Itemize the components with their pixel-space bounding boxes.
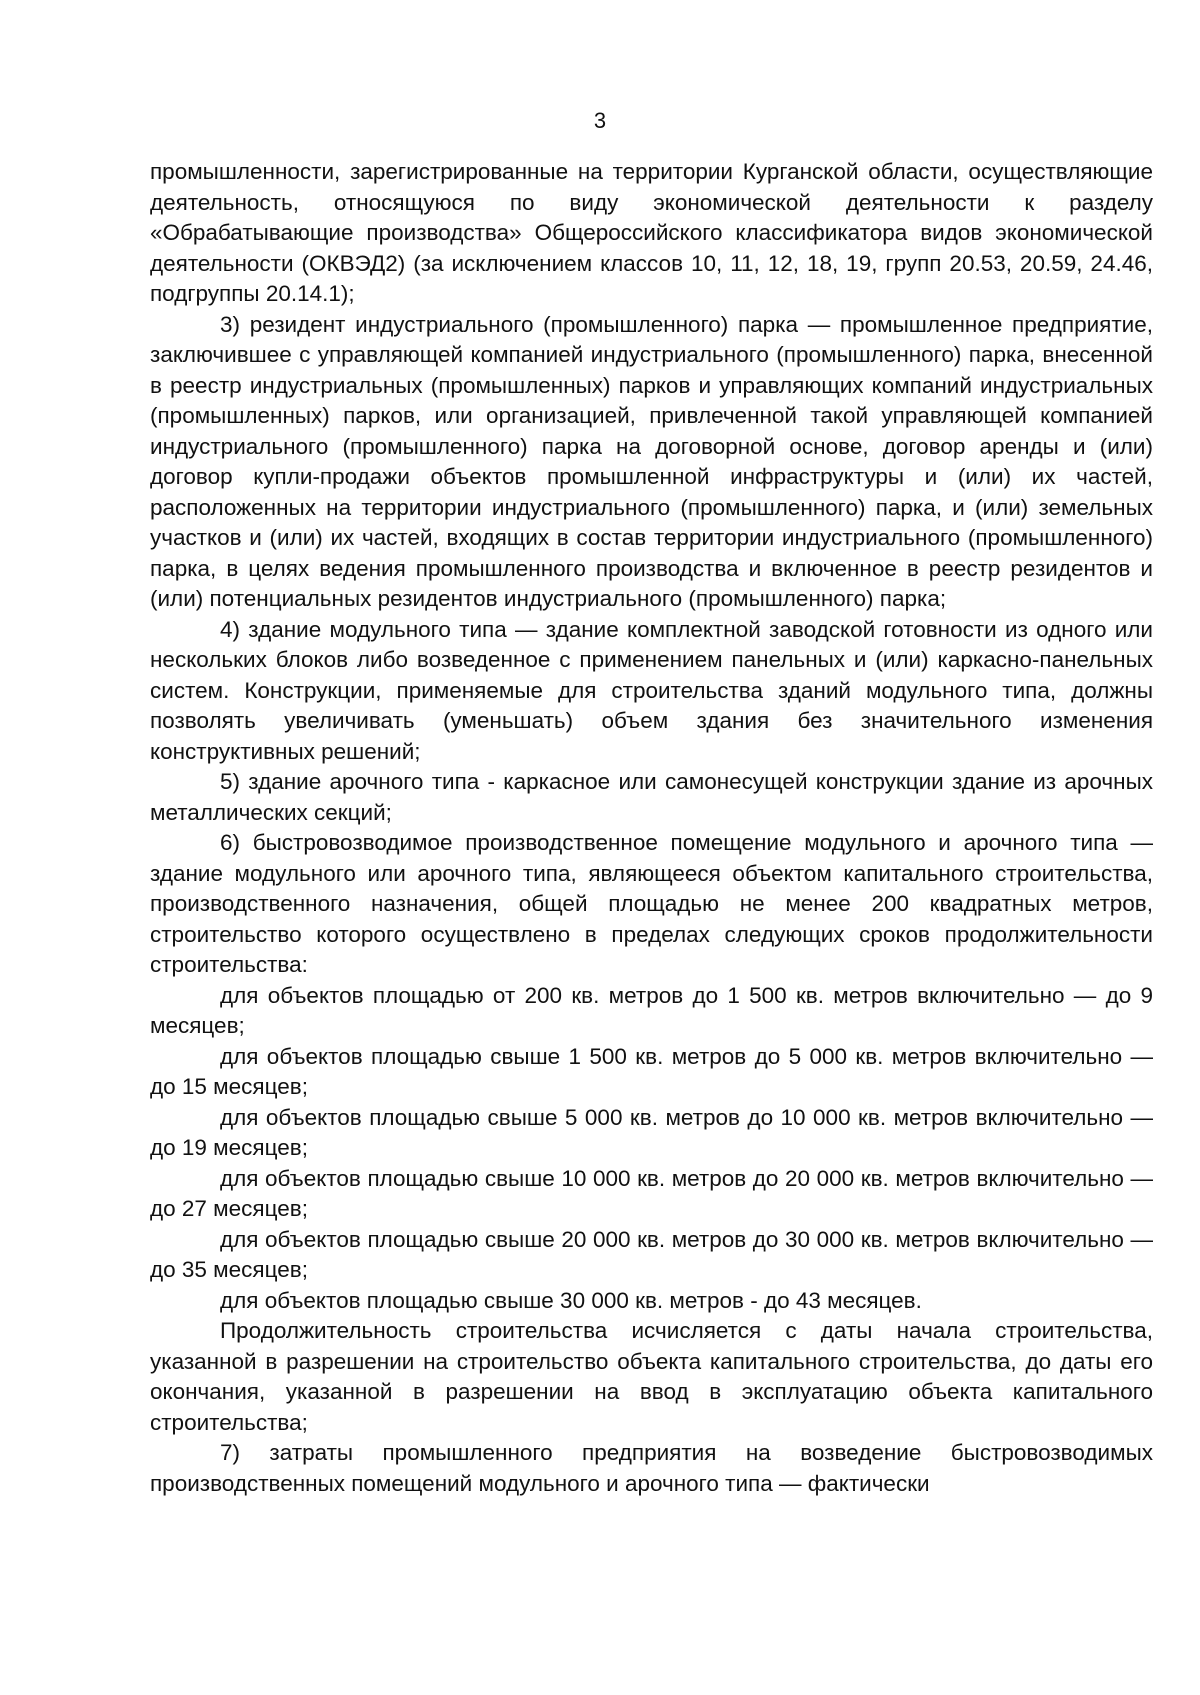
paragraph-duration-note: Продолжительность строительства исчисляется с даты начала строительства, указанной в разрешении на строительство объекта капитального строительства, до даты его окончания, указанной в разрешении на ввод в эксплуатацию объекта капитального строительства; bbox=[150, 1318, 1153, 1435]
page-number: 3 bbox=[593, 108, 607, 133]
paragraph-continuation: промышленности, зарегистрированные на территории Курганской области, осуществляющие деятельность, относящуюся по виду экономической деятельности к разделу «Обрабатывающие производства» Общероссийского классификатора видов экономической деятельности (ОКВЭД2) (за исключением классов 10, 11, 12, 18, 19, групп 20.53, 20.59, 24.46, подгруппы 20.14.1); bbox=[150, 159, 1153, 306]
paragraph-area-tier-6: для объектов площадью свыше 30 000 кв. метров - до 43 месяцев. bbox=[220, 1287, 922, 1313]
paragraph-item-5: 5) здание арочного типа - каркасное или самонесущей конструкции здание из арочных металлических секций; bbox=[150, 769, 1153, 825]
paragraph-item-3: 3) резидент индустриального (промышленного) парка — промышленное предприятие, заключившее с управляющей компанией индустриального (промышленного) парка, внесенной в реестр индустриальных (промышленных) парков и управляющих компаний индустриальных (промышленных) парков, или организацией, привлеченной такой управляющей компанией индустриального (промышленного) парка на договорной основе, договор аренды и (или) договор купли-продажи объектов промышленной инфраструктуры и (или) их частей, расположенных на территории индустриального (промышленного) парка, и (или) земельных участков и (или) их частей, входящих в состав территории индустриального (промышленного) парка, в целях ведения промышленного производства и включенное в реестр резидентов и (или) потенциальных резидентов индустриального (промышленного) парка; bbox=[150, 311, 1153, 611]
paragraph-area-tier-3: для объектов площадью свыше 5 000 кв. метров до 10 000 кв. метров включительно — до 19 месяцев; bbox=[150, 1104, 1153, 1160]
paragraph-area-tier-5: для объектов площадью свыше 20 000 кв. метров до 30 000 кв. метров включительно — до 35 месяцев; bbox=[150, 1226, 1153, 1282]
paragraph-area-tier-2: для объектов площадью свыше 1 500 кв. метров до 5 000 кв. метров включительно — до 15 месяцев; bbox=[150, 1043, 1153, 1099]
paragraph-item-6: 6) быстровозводимое производственное помещение модульного и арочного типа — здание модульного или арочного типа, являющееся объектом капитального строительства, производственного назначения, общей площадью не менее 200 квадратных метров, строительство которого осуществлено в пределах следующих сроков продолжительности строительства: bbox=[150, 830, 1153, 977]
paragraph-item-4: 4) здание модульного типа — здание комплектной заводской готовности из одного или нескольких блоков либо возведенное с применением панельных и (или) каркасно-панельных систем. Конструкции, применяемые для строительства зданий модульного типа, должны позволять увеличивать (уменьшать) объем здания без значительного изменения конструктивных решений; bbox=[150, 616, 1153, 764]
paragraph-item-7: 7) затраты промышленного предприятия на возведение быстровозводимых производственных помещений модульного и арочного типа — фактически bbox=[150, 1440, 1153, 1496]
paragraph-area-tier-1: для объектов площадью от 200 кв. метров до 1 500 кв. метров включительно — до 9 месяцев; bbox=[150, 982, 1153, 1038]
document-body bbox=[150, 157, 1153, 1499]
paragraph-area-tier-4: для объектов площадью свыше 10 000 кв. метров до 20 000 кв. метров включительно — до 27 месяцев; bbox=[150, 1165, 1153, 1221]
